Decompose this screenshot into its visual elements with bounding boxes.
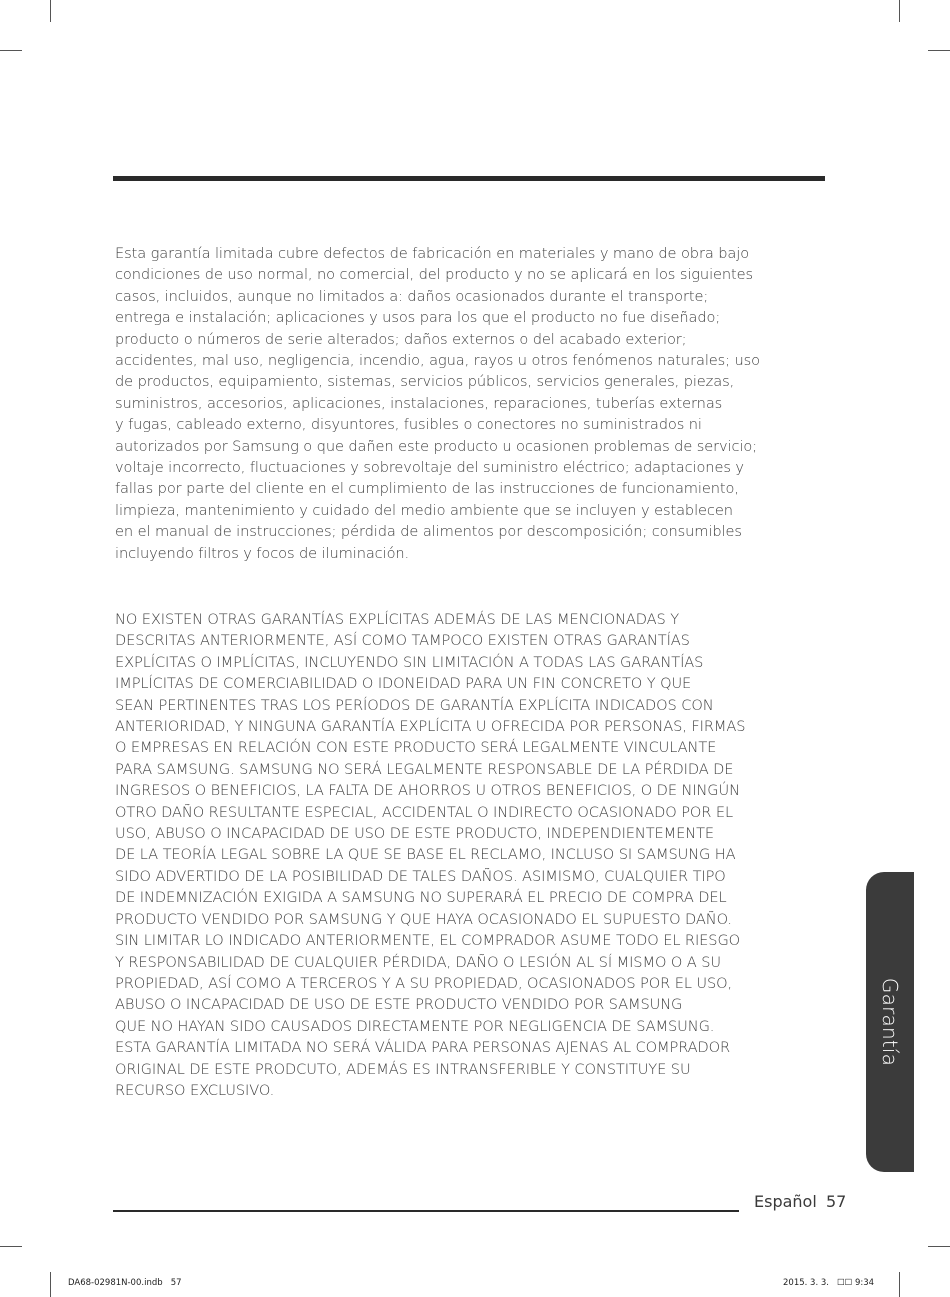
footer-language: Español bbox=[754, 1192, 817, 1211]
crop-mark bbox=[0, 1246, 22, 1247]
crop-mark bbox=[928, 1246, 950, 1247]
warranty-coverage-paragraph: Esta garantía limitada cubre defectos de fabricación en materiales y mano de obra bajo condiciones de uso normal, no comercial, del producto y no se aplicará en los siguientes casos, incluidos, aunque no limitados a: daños ocasionados durante el transporte; entrega e instalación; aplicaciones y usos para los que el producto no fue diseñado; producto o números de serie alterados; daños externos o del acabado exterior; accidentes, mal uso, negligencia, incendio, agua, rayos u otros fenómenos naturales; uso de productos, equipamiento, sistemas, servicios públicos, servicios generales, piezas, suministros, accesorios, aplicaciones, instalaciones, reparaciones, tuberías externas y fugas, cableado externo, disyuntores, fusibles o conectores no suministrados ni autorizados por Samsung o que dañen este producto u ocasionen problemas de servicio; voltaje incorrecto, fluctuaciones y sobrevoltaje del suministro eléctrico; adaptaciones y fallas por parte del cliente en el cumplimiento de las instrucciones de funcionamiento, limpieza, mantenimiento y cuidado del medio ambiente que se incluyen y establecen en el manual de instrucciones; pérdida de alimentos por descomposición; consumibles incluyendo filtros y focos de iluminación. bbox=[115, 245, 760, 562]
print-slug-timestamp: 2015. 3. 3. ☐☐ 9:34 bbox=[783, 1278, 875, 1288]
crop-mark bbox=[928, 50, 950, 51]
crop-mark bbox=[899, 1272, 900, 1297]
footer-rule bbox=[113, 1210, 739, 1212]
crop-mark bbox=[50, 1272, 51, 1297]
print-slug-file: DA68-02981N-00.indb 57 bbox=[68, 1278, 182, 1288]
section-tab-label: Garantía bbox=[878, 977, 903, 1067]
crop-mark bbox=[50, 0, 51, 22]
page-number: 57 bbox=[826, 1192, 847, 1211]
crop-mark bbox=[899, 0, 900, 22]
section-tab-label-wrap bbox=[866, 872, 914, 1172]
header-rule bbox=[113, 176, 825, 181]
warranty-disclaimer-paragraph: NO EXISTEN OTRAS GARANTÍAS EXPLÍCITAS ADEMÁS DE LAS MENCIONADAS Y DESCRITAS ANTERIORMENTE, ASÍ COMO TAMPOCO EXISTEN OTRAS GARANTÍAS EXPLÍCITAS O IMPLÍCITAS, INCLUYENDO SIN LIMITACIÓN A TODAS LAS GARANTÍAS IMPLÍCITAS DE COMERCIABILIDAD O IDONEIDAD PARA UN FIN CONCRETO Y QUE SEAN PERTINENTES TRAS LOS PERÍODOS DE GARANTÍA EXPLÍCITA INDICADOS CON ANTERIORIDAD, Y NINGUNA GARANTÍA EXPLÍCITA U OFRECIDA POR PERSONAS, FIRMAS O EMPRESAS EN RELACIÓN CON ESTE PRODUCTO SERÁ LEGALMENTE VINCULANTE PARA SAMSUNG. SAMSUNG NO SERÁ LEGALMENTE RESPONSABLE DE LA PÉRDIDA DE INGRESOS O BENEFICIOS, LA FALTA DE AHORROS U OTROS BENEFICIOS, O DE NINGÚN OTRO DAÑO RESULTANTE ESPECIAL, ACCIDENTAL O INDIRECTO OCASIONADO POR EL USO, ABUSO O INCAPACIDAD DE USO DE ESTE PRODUCTO, INDEPENDIENTEMENTE DE LA TEORÍA LEGAL SOBRE LA QUE SE BASE EL RECLAMO, INCLUSO SI SAMSUNG HA SIDO ADVERTIDO DE LA POSIBILIDAD DE TALES DAÑOS. ASIMISMO, CUALQUIER TIPO DE INDEMNIZACIÓN EXIGIDA A SAMSUNG NO SUPERARÁ EL PRECIO DE COMPRA DEL PRODUCTO VENDIDO POR SAMSUNG Y QUE HAYA OCASIONADO EL SUPUESTO DAÑO. SIN LIMITAR LO INDICADO ANTERIORMENTE, EL COMPRADOR ASUME TODO EL RIESGO Y RESPONSABILIDAD DE CUALQUIER PÉRDIDA, DAÑO O LESIÓN AL SÍ MISMO O A SU PROPIEDAD, ASÍ COMO A TERCEROS Y A SU PROPIEDAD, OCASIONADOS POR EL USO, ABUSO O INCAPACIDAD DE USO DE ESTE PRODUCTO VENDIDO POR SAMSUNG QUE NO HAYAN SIDO CAUSADOS DIRECTAMENTE POR NEGLIGENCIA DE SAMSUNG. ESTA GARANTÍA LIMITADA NO SERÁ VÁLIDA PARA PERSONAS AJENAS AL COMPRADOR ORIGINAL DE ESTE PRODCUTO, ADEMÁS ES INTRANSFERIBLE Y CONSTITUYE SU RECURSO EXCLUSIVO. bbox=[115, 611, 746, 1099]
crop-mark bbox=[0, 50, 22, 51]
